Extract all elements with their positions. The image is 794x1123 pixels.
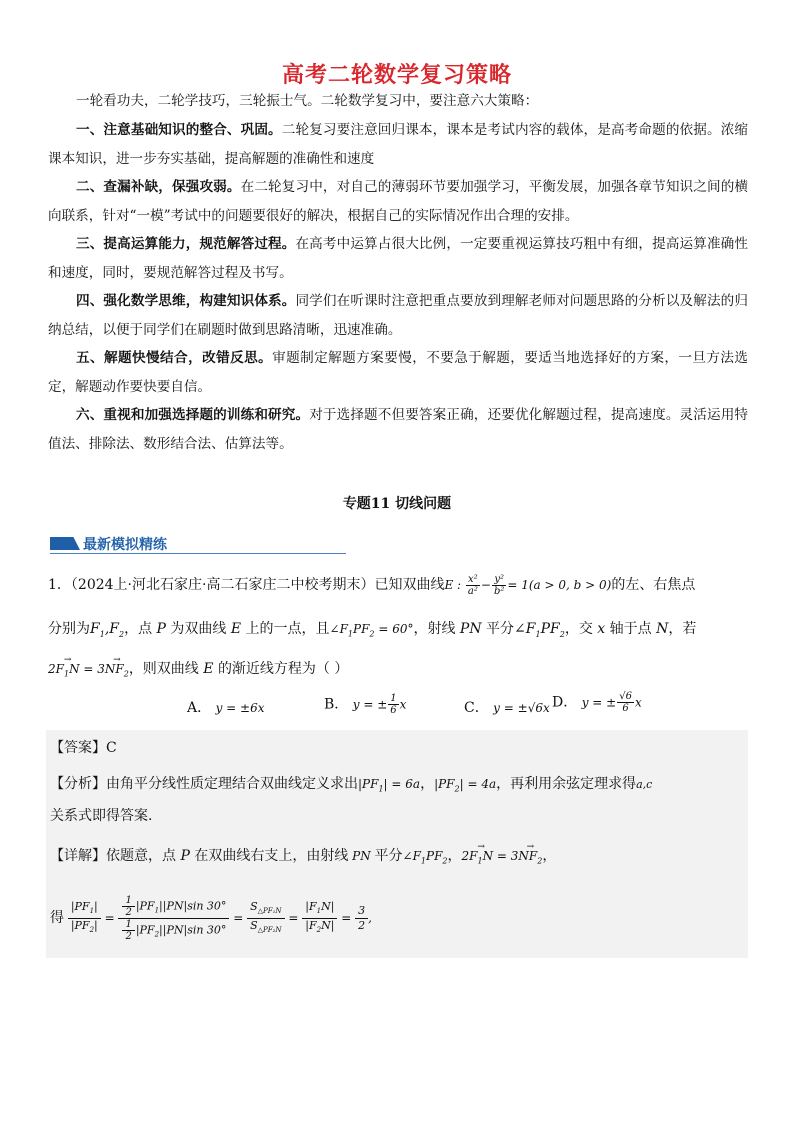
question-line-1 bbox=[48, 570, 758, 600]
question-text: ，点 bbox=[124, 621, 153, 637]
question-source: （2024上·河北石家庄·高二石家庄二中校考期末） bbox=[70, 577, 375, 593]
option-tail: x bbox=[399, 697, 407, 712]
angle-symbol: $\angle F_1PF_2$ bbox=[514, 621, 565, 639]
strategy-body: 对于选择题不但要答案正确，还要优化解题过程，提高速度。灵活运用特值法、排除法、数形结合法、估算法等。 bbox=[48, 407, 748, 452]
point-p: P bbox=[152, 621, 171, 637]
frac-denominator: 6 bbox=[390, 705, 397, 716]
question-text: 的左、右焦点 bbox=[611, 577, 696, 593]
curve-e: E bbox=[198, 661, 218, 677]
analysis-text: 关系式即得答案. bbox=[50, 808, 153, 824]
strategy-heading: 二、查漏补缺，保强攻弱。 bbox=[76, 179, 241, 195]
option-b[interactable] bbox=[324, 693, 406, 716]
question-text: ，交 bbox=[564, 621, 593, 637]
banner-bar-icon bbox=[50, 537, 80, 550]
strategy-body: 二轮复习要注意回归课本，课本是考试内容的载体，是高考命题的依据。浓缩课本知识，进一步夯实基础，提高解题的准确性和速度 bbox=[48, 122, 749, 167]
option-expr: y = ±√6x bbox=[493, 701, 550, 715]
strategy-paragraph bbox=[48, 344, 748, 401]
question-text: 已知双曲线 bbox=[374, 577, 445, 593]
option-label: B． bbox=[324, 696, 349, 713]
question-text: ，射线 bbox=[413, 621, 456, 637]
strategy-heading: 一、注意基础知识的整合、巩固。 bbox=[76, 122, 282, 138]
detail-text: ， bbox=[447, 848, 462, 864]
strategy-heading: 五、解题快慢结合，改错反思。 bbox=[76, 350, 273, 366]
detail-text: ， bbox=[542, 848, 557, 864]
question-line-2 bbox=[48, 614, 758, 650]
angle-symbol: $\angle F_1PF_2$ bbox=[402, 849, 448, 866]
intro-paragraph: 一轮看功夫，二轮学技巧，三轮振士气。二轮数学复习中，要注意六大策略： bbox=[76, 93, 539, 109]
pf2-expression: $|PF_2| = 4a$ bbox=[434, 777, 497, 794]
strategy-body: 同学们在听课时注意把重点要放到理解老师对问题思路的分析以及解法的归纳总结，以便于同学们在刷题时做到思路清晰，迅速准确。 bbox=[48, 293, 748, 338]
question-text: 轴于点 bbox=[609, 621, 652, 637]
option-label: A． bbox=[187, 700, 212, 716]
detail-line-1 bbox=[50, 841, 748, 876]
frac-numerator: 1 bbox=[390, 693, 397, 704]
option-d[interactable] bbox=[552, 691, 642, 714]
option-expr: y = ± bbox=[352, 697, 388, 712]
point-p: P bbox=[176, 848, 195, 864]
question-text: 的渐近线方程为（ ） bbox=[217, 661, 349, 677]
question-number: 1． bbox=[48, 577, 71, 593]
analysis-line-2 bbox=[50, 801, 748, 831]
frac-numerator: √6 bbox=[619, 691, 632, 702]
topic-heading: 专题11 切线问题 bbox=[342, 496, 452, 512]
detail-text: 得 bbox=[50, 910, 64, 926]
option-tail: x bbox=[634, 695, 642, 710]
analysis-text: ，再利用余弦定理求得 bbox=[496, 776, 637, 792]
page-title: 高考二轮数学复习策略 bbox=[281, 63, 512, 88]
banner-underline bbox=[50, 553, 346, 554]
option-expr: y = ± bbox=[581, 695, 617, 710]
angle-expression: $\angle F_1PF_2 = 60^\circ$ bbox=[329, 622, 414, 639]
ratio-derivation: $\frac{|PF_1|}{|PF_2|}$ = $\frac{1}{2}$ $|PF_1||PN|\sin$ 30° $\frac{1}{2}$ $|PF_2||PN|\sin$ 30° = $\frac{S_{\triangle PF_1N}}{S_{\triangle PF_2N}}$ = $\frac{|F_1N|}{|F_2N|}$ = $\frac{3}{2}$ , bbox=[64, 911, 372, 925]
analysis-text: ， bbox=[420, 776, 435, 792]
strategy-heading: 四、强化数学思维，构建知识体系。 bbox=[76, 293, 296, 309]
question-line-3 bbox=[48, 654, 758, 689]
strategy-paragraph bbox=[48, 173, 748, 230]
analysis-text: 由角平分线性质定理结合双曲线定义求出 bbox=[106, 776, 358, 792]
ray-pn: PN bbox=[455, 621, 487, 637]
option-a[interactable] bbox=[187, 697, 265, 717]
answer-options bbox=[187, 691, 747, 727]
question-text: 分别为 bbox=[48, 621, 90, 637]
strategy-heading: 三、提高运算能力，规范解答过程。 bbox=[76, 236, 296, 252]
vector-equation: $2\to F_1N = 3\to NF_2$ bbox=[48, 662, 129, 676]
point-n: N bbox=[651, 621, 669, 637]
curve-e: E bbox=[226, 621, 246, 637]
strategy-paragraph bbox=[48, 230, 748, 287]
detail-text: 平分 bbox=[374, 848, 403, 864]
answer-value: C bbox=[106, 740, 117, 756]
detail-text: 在双曲线右支上，由射线 bbox=[194, 848, 349, 864]
strategy-body: 审题制定解题方案要慢，不要急于解题，要适当地选择好的方案，一旦方法选定，解题动作要快要自信。 bbox=[48, 350, 749, 395]
section-banner bbox=[50, 534, 346, 554]
strategy-paragraph bbox=[48, 116, 748, 173]
detail-label: 【详解】 bbox=[50, 848, 106, 864]
strategy-body: 在高考中运算占很大比例，一定要重视运算技巧粗中有细，提高运算准确性和速度，同时，要规范解答过程及书写。 bbox=[48, 236, 748, 281]
analysis-label: 【分析】 bbox=[50, 776, 106, 792]
foci-symbols: $F_1,F_2$ bbox=[90, 621, 125, 639]
x-axis-symbol: x bbox=[592, 621, 610, 637]
hyperbola-equation: E : $\frac{\text{x²}}{\text{a²}}$ − $\frac{\text{y²}}{\text{b²}}$ = 1(a > 0, b > 0) bbox=[444, 574, 612, 597]
question-text: ，若 bbox=[668, 621, 697, 637]
vector-equation: $2\to F_1N = 3\to NF_2$ bbox=[462, 849, 543, 863]
option-expr: y = ±6x bbox=[215, 701, 265, 715]
strategy-paragraph bbox=[48, 287, 748, 344]
ac-symbols: a,c bbox=[636, 778, 653, 791]
ray-pn: PN bbox=[348, 849, 375, 863]
detail-text: 依题意，点 bbox=[106, 848, 176, 864]
question-text: ，则双曲线 bbox=[128, 661, 199, 677]
strategy-body: 在二轮复习中，对自己的薄弱环节要加强学习，平衡发展，加强各章节知识之间的横向联系，针对“一模”考试中的问题要很好的解决，根据自己的实际情况作出合理的安排。 bbox=[48, 179, 749, 224]
option-label: D． bbox=[552, 694, 578, 711]
option-label: C． bbox=[464, 700, 489, 716]
answer-label: 【答案】 bbox=[50, 740, 106, 756]
question-text: 上的一点，且 bbox=[245, 621, 330, 637]
option-c[interactable] bbox=[464, 697, 550, 717]
question-text: 平分 bbox=[486, 621, 515, 637]
banner-text: 最新模拟精练 bbox=[83, 537, 167, 553]
frac-denominator: 6 bbox=[622, 703, 629, 714]
pf1-expression: $|PF_1| = 6a$ bbox=[358, 777, 421, 794]
analysis-line-1 bbox=[50, 769, 748, 804]
strategy-heading: 六、重视和加强选择题的训练和研究。 bbox=[76, 407, 310, 423]
detail-line-2 bbox=[50, 888, 748, 948]
strategy-paragraph bbox=[48, 401, 748, 458]
question-text: 为双曲线 bbox=[170, 621, 227, 637]
answer-line bbox=[50, 733, 748, 763]
